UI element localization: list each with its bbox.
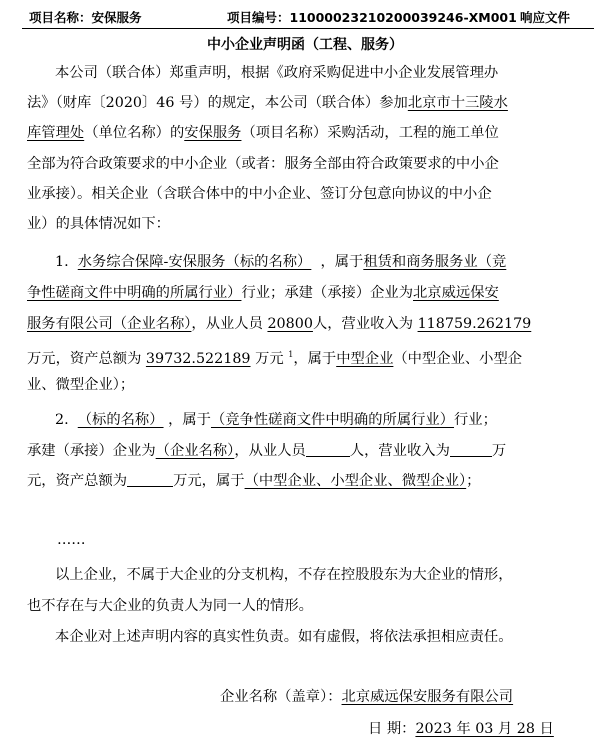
item1-line-4: 万元，资产总额为 39732.522189 万元 $^1$，属于中型企业（中型企业、小型企 bbox=[27, 350, 523, 367]
p1-line-3: 库管理处（单位名称）的安保服务（项目名称）采购活动，工程的施工单位 bbox=[27, 125, 499, 141]
revenue-blank bbox=[450, 441, 492, 457]
signature-line: 企业名称（盖章）：北京威远保安服务有限公司 bbox=[220, 689, 514, 705]
project-number: 项目编号：11000023210200039246-XM001 bbox=[227, 10, 517, 25]
page-header bbox=[0, 6, 610, 28]
ellipsis: …… bbox=[57, 532, 86, 548]
item2-line-2: 承建（承接）企业为（企业名称），从业人员 人，营业收入为 万 bbox=[27, 443, 507, 459]
item1-line-5: 业、微型企业）； bbox=[27, 377, 135, 393]
employees-blank bbox=[306, 441, 350, 457]
date-line: 日 期：2023 年 03 月 28 日 bbox=[368, 721, 554, 737]
p3-line: 本企业对上述声明内容的真实性负责。如有虚假，将依法承担相应责任。 bbox=[55, 629, 513, 645]
assets-blank bbox=[127, 471, 173, 487]
p1-line-2: 法》（财库〔2020〕46 号）的规定，本公司（联合体）参加北京市十三陵水 bbox=[27, 95, 508, 111]
project-name: 项目名称：安保服务 bbox=[29, 10, 142, 25]
p1-line-6: 业）的具体情况如下： bbox=[27, 216, 170, 232]
document-title: 中小企业声明函（工程、服务） bbox=[207, 37, 403, 53]
p1-line-1: 本公司（联合体）郑重声明，根据《政府采购促进中小企业发展管理办 bbox=[55, 65, 499, 81]
document-type: 响应文件 bbox=[520, 10, 571, 25]
p1-line-4: 全部为符合政策要求的中小企业（或者：服务全部由符合政策要求的中小企 bbox=[27, 156, 499, 172]
p2-line-2: 也不存在与大企业的负责人为同一人的情形。 bbox=[27, 598, 313, 614]
item2-line-1: 2. （标的名称） ，属于（竞争性磋商文件中明确的所属行业）行业； bbox=[55, 412, 497, 428]
item1-line-2: 争性磋商文件中明确的所属行业）行业；承建（承接）企业为北京威远保安 bbox=[27, 285, 499, 301]
company-name: 北京威远保安服务有限公司 bbox=[341, 689, 514, 705]
p1-line-5: 业承接）。相关企业（含联合体中的中小企业、签订分包意向协议的中小企 bbox=[27, 186, 492, 202]
p2-line-1: 以上企业，不属于大企业的分支机构，不存在控股股东为大企业的情形， bbox=[55, 567, 513, 583]
sign-date: 2023 年 03 月 28 日 bbox=[415, 721, 554, 737]
item2-line-3: 元，资产总额为 万元，属于（中型企业、小型企业、微型企业）； bbox=[27, 473, 481, 489]
header-rule bbox=[22, 28, 594, 29]
item1-line-3: 服务有限公司（企业名称），从业人员 20800人，营业收入为 118759.262179 bbox=[27, 316, 532, 332]
item1-line-1: 1. 水务综合保障-安保服务（标的名称） ，属于租赁和商务服务业（竞 bbox=[55, 254, 507, 270]
